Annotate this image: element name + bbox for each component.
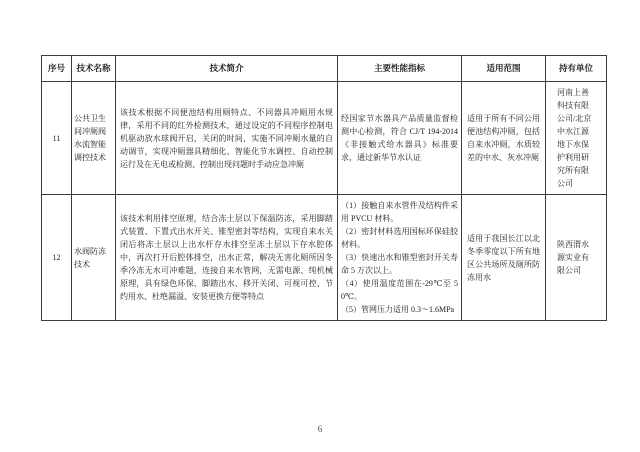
table-header-row — [42, 56, 607, 82]
tech-intro-cell: 该技术根据不同便池结构用厕特点、不同器具冲厕用水规律，采用不同的红外检测技术，通过设定的不同程序控制电机驱动放水球阀开启、关闭的时间，实施不同冲厕水量的自动调节，实现冲厕器具精细化、智能化节水调控、自动控制运行及在无电或检测、控制出现问题时手动应急冲厕 — [116, 82, 338, 195]
technology-table — [41, 55, 607, 321]
tech-intro-cell: 该技术利用排空原理，结合冻土层以下保温防冻，采用脚踏式装置、下置式出水开关、锥型密封等结构，实现自来水关闭后将冻土层以上出水杆存水排空至冻土层以下存水腔体中，再次打开后腔体排空，出水正常，解决无害化厕所因冬季冷冻无水可冲难题，连接自来水管网，无需电源、纯机械原理，具有绿色环保、脚踏出水、移开关闭、可视可控、节约用水、杜绝漏溢、安装更换方便等特点 — [116, 195, 338, 321]
holder-text: 河南上善科技有限公司/北京中水江源地下水保护利用研究所有限公司 — [557, 88, 592, 188]
table-row — [42, 195, 607, 321]
scope-cell: 适用于我国长江以北冬季零度以下所有地区公共场所及厕所防冻用水 — [462, 195, 546, 321]
tech-name-cell — [72, 82, 116, 195]
serial-cell: 12 — [42, 195, 72, 321]
indicator-item: （5）管网压力适用 0.3～1.6MPa — [341, 305, 455, 314]
tech-name-text: 水阀防冻技术 — [74, 246, 106, 269]
serial-cell: 11 — [42, 82, 72, 195]
holder-text: 陕西渭水源实业有限公司 — [557, 240, 589, 275]
page-number: 6 — [317, 424, 323, 434]
holder-cell — [546, 82, 607, 195]
indicator-item: （2）密封材料选用国标环保硅胶材料。 — [341, 227, 458, 249]
header-holder: 持有单位 — [546, 56, 607, 82]
header-performance: 主要性能指标 — [338, 56, 462, 82]
header-scope: 适用范围 — [462, 56, 546, 82]
scope-cell: 适用于所有不同公用便池结构冲厕，包括自来水冲厕，水质较差的中水、灰水冲厕 — [462, 82, 546, 195]
header-serial: 序号 — [42, 56, 72, 82]
header-tech-name: 技术名称 — [72, 56, 116, 82]
indicator-item: （3）快速出水和锥型密封开关寿命 5 万次以上。 — [341, 253, 458, 275]
indicator-item: （4）使用温度范围在-29℃至 50℃。 — [341, 279, 458, 301]
table-row — [42, 82, 607, 195]
indicator-item: 经国家节水器具产品质量监督检测中心检测，符合 CJ/T 194-2014《非接触式给水器具》标准要求，通过新华节水认证 — [341, 114, 458, 162]
performance-cell — [338, 195, 462, 321]
indicator-item: （1）接触自来水管件及结构件采用 PVCU 材料。 — [341, 201, 458, 223]
performance-cell — [338, 82, 462, 195]
tech-name-text: 公共卫生间冲厕阀水流智能调控技术 — [74, 114, 106, 162]
header-tech-intro: 技术简介 — [116, 56, 338, 82]
holder-cell — [546, 195, 607, 321]
tech-name-cell — [72, 195, 116, 321]
